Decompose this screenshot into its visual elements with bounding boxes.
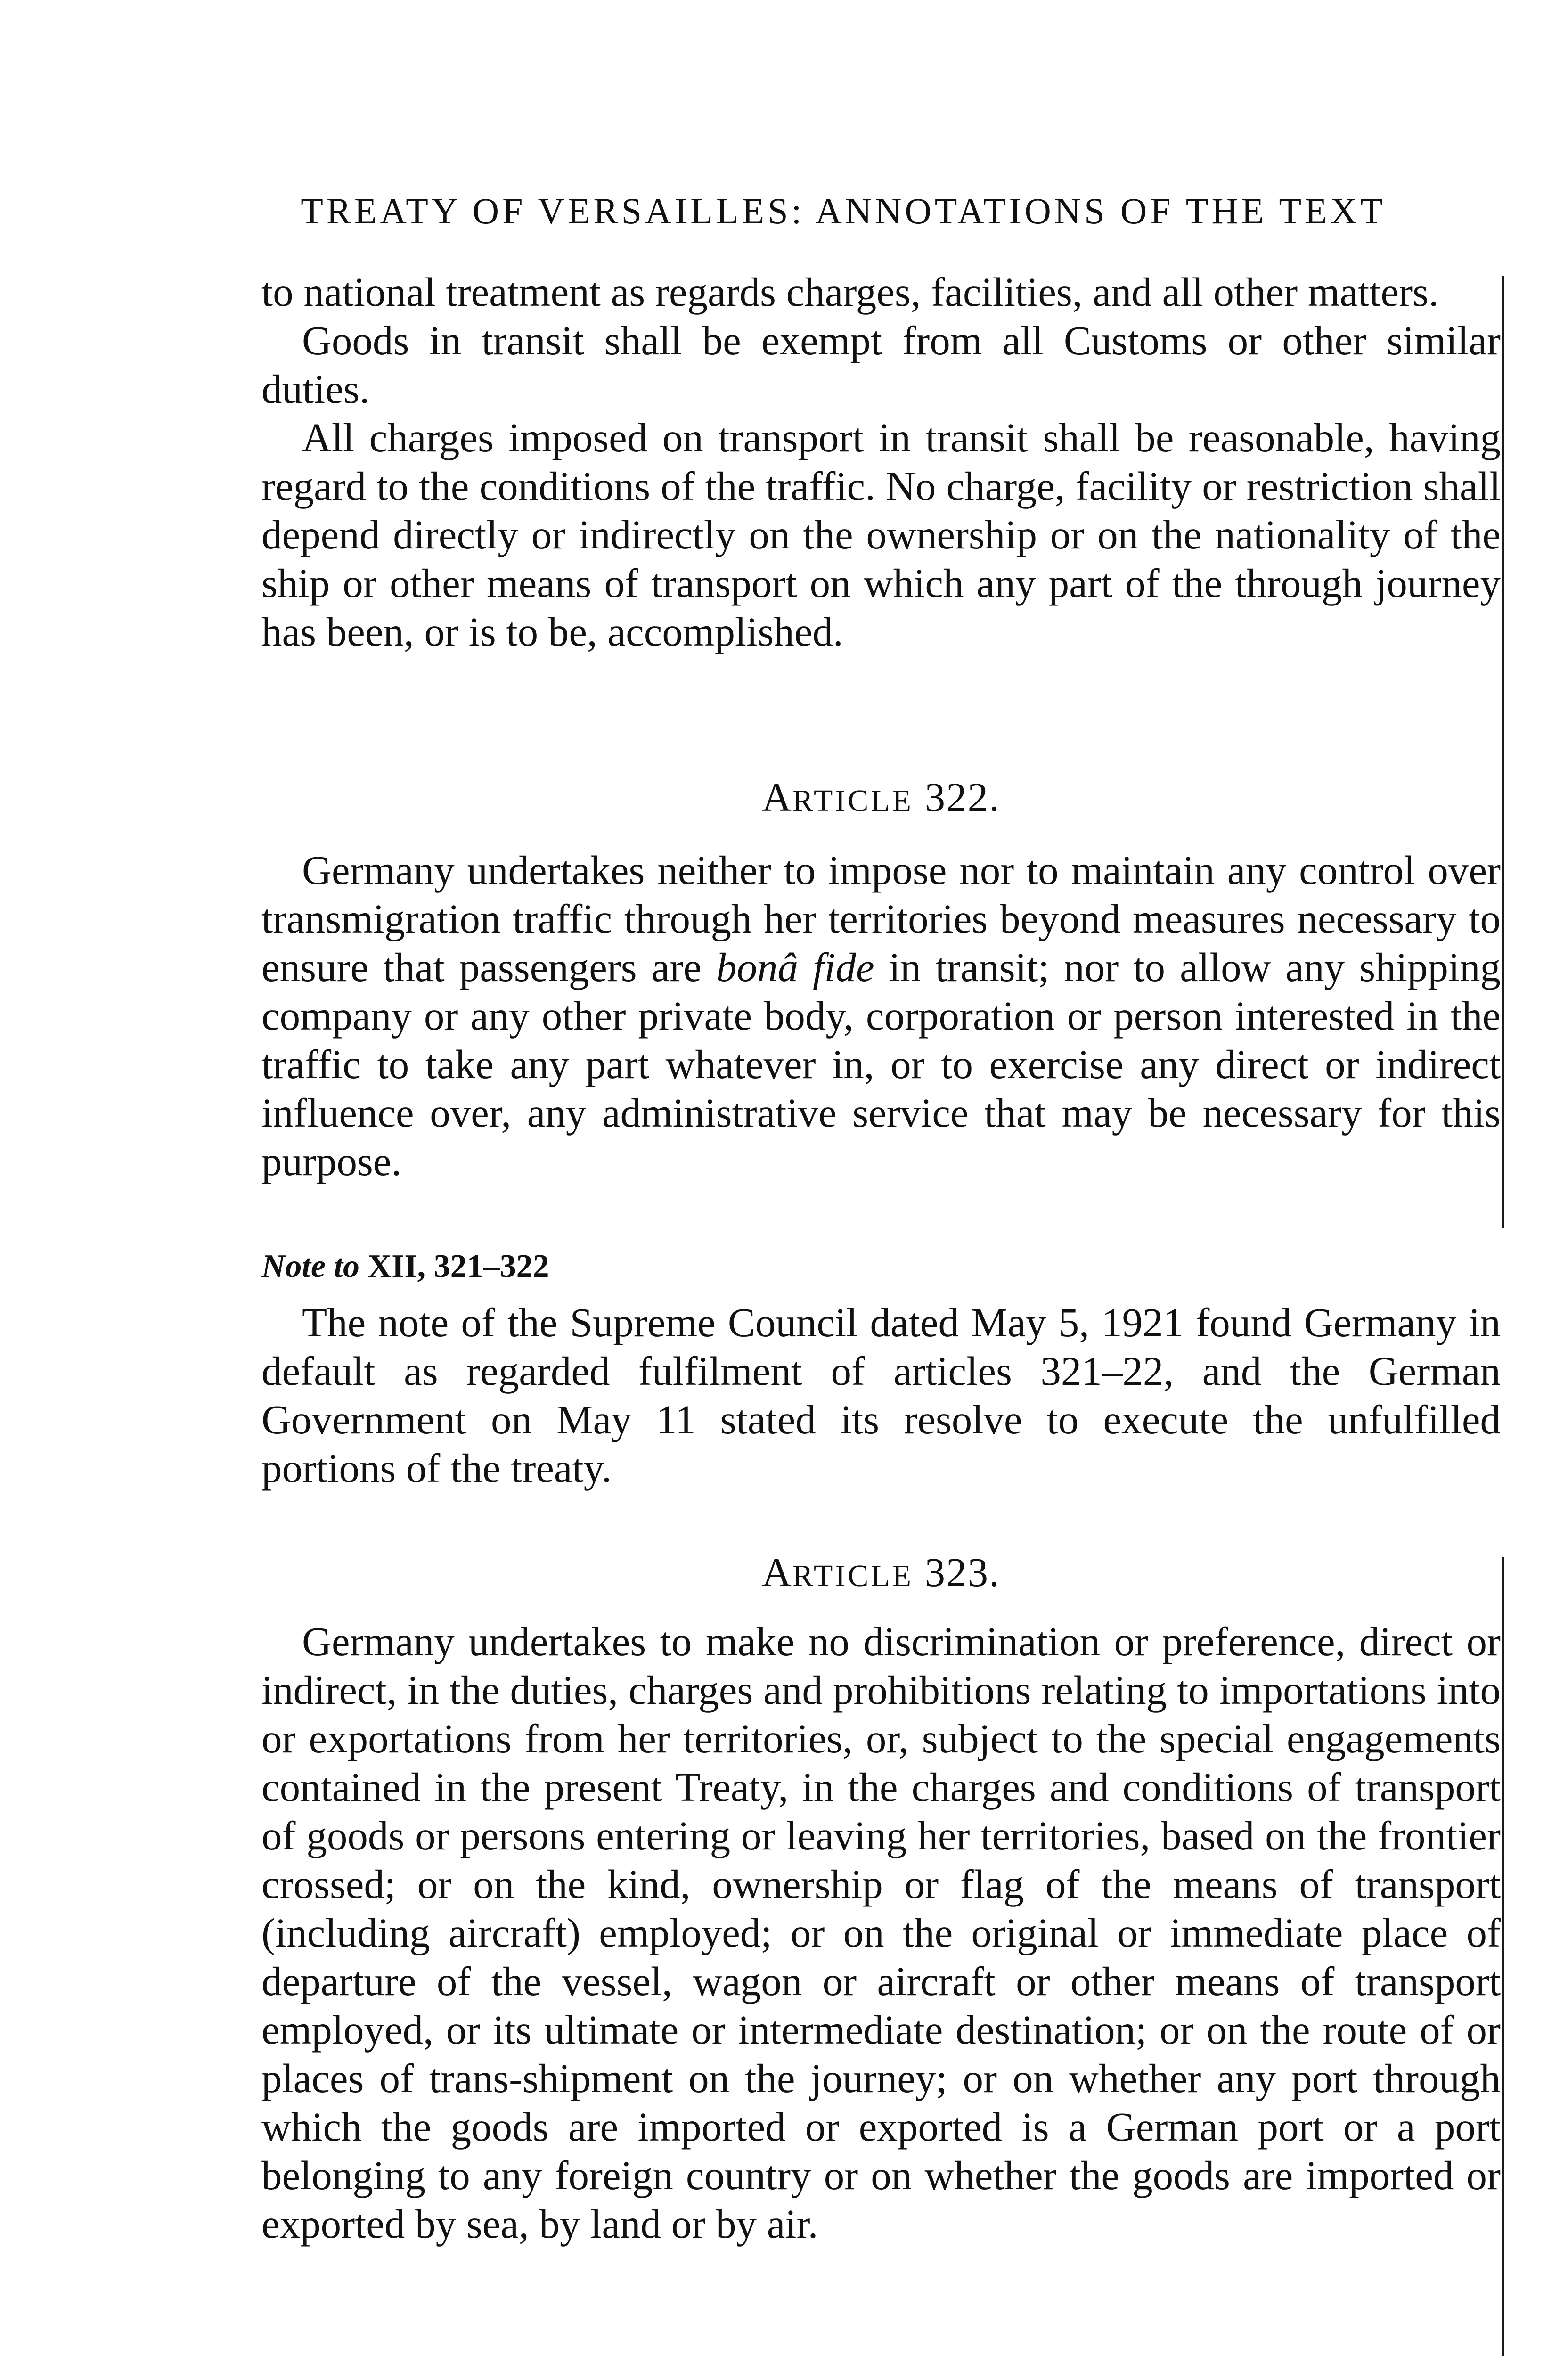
margin-rule [1502, 1557, 1504, 2356]
paragraph: The note of the Supreme Council dated May 5, 1921 found Germany in default as regarded fulfilment of articles 321–22, and the German Government on May 11 stated its resolve to execute the unfulfilled portions of the treaty. [261, 1300, 1501, 1491]
paragraph: to national treatment as regards charges, facilities, and all other matters. [261, 269, 1439, 315]
article-322-heading: ARTICLE 322. [762, 774, 1000, 820]
margin-rule [1502, 276, 1504, 1228]
paragraph: All charges imposed on transport in transit shall be reasonable, having regard to the conditions of the traffic. No charge, facility or restriction shall depend directly or indirectly on the ownership or on the nationality of the ship or other means of transport on which any part of the through journey has been, or is to be, accomplished. [261, 415, 1501, 654]
paragraph: Germany undertakes to make no discrimination or preference, direct or indirect, in the duties, charges and prohibitions relating to importations into or exportations from her territories, or, subject to the special engagements contained in the present Treaty, in the charges and conditions of transport of goods or persons entering or leaving her territories, based on the frontier crossed; or on the kind, ownership or flag of the means of transport (including aircraft) employed; or on the original or immediate place of departure of the vessel, wagon or aircraft or other means of transport employed, or its ultimate or intermediate destination; or on the route of or places of trans-shipment on the journey; or on whether any port through which the goods are imported or exported is a German port or a port belonging to any foreign country or on whether the goods are imported or exported by sea, by land or by air. [261, 1619, 1501, 2247]
continued-text-block [261, 268, 1501, 656]
article-323-text [261, 1617, 1501, 2248]
paragraph: Germany undertakes neither to impose nor to maintain any control over transmigration traffic through her territories beyond measures necessary to ensure that passengers are bonâ fide in transit; nor to allow any shipping company or any other private body, corporation or person interested in the traffic to take any part whatever in, or to exercise any direct or indirect influence over, any administrative service that may be necessary for this purpose. [261, 847, 1501, 1184]
note-heading: Note to XII, 321–322 [261, 1248, 549, 1284]
note-text [261, 1298, 1501, 1492]
paragraph: Goods in transit shall be exempt from all Customs or other similar duties. [261, 318, 1501, 412]
article-323-heading: ARTICLE 323. [762, 1549, 1000, 1595]
running-head: TREATY OF VERSAILLES: ANNOTATIONS OF THE TEXT [301, 190, 1386, 231]
article-322-text [261, 846, 1501, 1186]
